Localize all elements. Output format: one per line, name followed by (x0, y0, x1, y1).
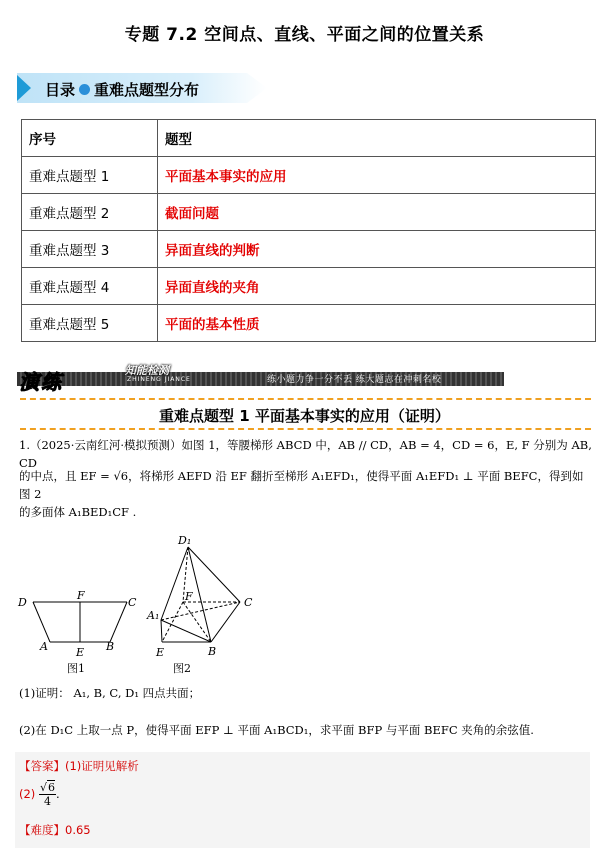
toc-label-left: 目录 (45, 81, 76, 99)
fig1-label-A: A (40, 640, 48, 653)
answer-part-1: (1)证明见解析 (65, 759, 139, 773)
answer-line (19, 758, 139, 774)
fig2-label-C: C (244, 596, 253, 609)
answer-fraction-numerator: 6 (47, 781, 55, 794)
toc-row-topic[interactable]: 截面问题 (158, 194, 596, 231)
table-row (22, 231, 596, 268)
toc-row-topic[interactable]: 平面基本事实的应用 (158, 157, 596, 194)
divider-top (20, 398, 591, 400)
table-row (22, 305, 596, 342)
answer-fraction-denominator: 4 (43, 795, 51, 808)
fig1-label-E: E (76, 646, 85, 659)
table-row (22, 194, 596, 231)
toc-row-topic[interactable]: 异面直线的判断 (158, 231, 596, 268)
bullet-dot-icon (79, 84, 90, 95)
page-title: 专题 7.2 空间点、直线、平面之间的位置关系 (124, 25, 485, 45)
question-line-3: 的多面体 A₁BED₁CF . (19, 505, 137, 519)
fig1-label-B: B (106, 640, 115, 653)
toc-header-topic: 题型 (158, 120, 596, 157)
fig2-label-B: B (208, 645, 217, 658)
answer-part-2-prefix: (2) (19, 787, 36, 801)
difficulty-tag: 【难度】 (19, 823, 65, 837)
fig2-label-F: F (185, 590, 193, 603)
fig1-label-D: D (18, 596, 27, 609)
practice-banner-pinyin: ZHINENG JIANCE (127, 376, 191, 383)
toc-row-id: 重难点题型 4 (22, 268, 158, 305)
toc-row-id: 重难点题型 3 (22, 231, 158, 268)
geometry-figures (15, 532, 275, 677)
answer-part-2-line (19, 781, 60, 808)
toc-label-right: 重难点题型分布 (94, 81, 200, 99)
toc-banner-label (45, 79, 199, 100)
practice-banner-sub: 知能检测 (125, 364, 169, 377)
divider-bottom (20, 428, 591, 430)
toc-row-id: 重难点题型 2 (22, 194, 158, 231)
answer-fraction (39, 781, 56, 808)
figure-1 (33, 602, 127, 642)
practice-banner (17, 364, 504, 394)
answer-period: . (55, 787, 60, 801)
fig1-label-C: C (128, 596, 137, 609)
table-row (22, 157, 596, 194)
play-triangle-icon (17, 75, 31, 101)
sqrt-symbol: √ (39, 781, 47, 794)
toc-header-id: 序号 (22, 120, 158, 157)
toc-table (21, 119, 596, 342)
question-part-1: (1)证明： A₁, B, C, D₁ 四点共面； (19, 686, 201, 700)
question-line-1: 1.（2025·云南红河·模拟预测）如图 1，等腰梯形 ABCD 中，AB // CD，AB = 4，CD = 6，E, F 分别为 AB, CD (19, 438, 592, 471)
toc-row-id: 重难点题型 1 (22, 157, 158, 194)
fig2-label-A1: A₁ (147, 609, 160, 622)
toc-row-id: 重难点题型 5 (22, 305, 158, 342)
fig2-label-E: E (156, 646, 165, 659)
question-part-2: (2)在 D₁C 上取一点 P，使得平面 EFP ⊥ 平面 A₁BCD₁，求平面 BFP 与平面 BEFC 夹角的余弦值. (19, 723, 534, 737)
toc-banner (17, 73, 267, 103)
toc-row-topic[interactable]: 异面直线的夹角 (158, 268, 596, 305)
difficulty-value: 0.65 (65, 823, 91, 837)
practice-banner-big: 演练 (19, 370, 63, 394)
practice-banner-slogan: 练小题力争一分不丢 练大题志在冲刺名校 (267, 375, 442, 385)
fig2-label-D1: D₁ (178, 534, 192, 547)
answer-box (15, 752, 590, 848)
figure-2-hidden (161, 547, 240, 642)
answer-tag: 【答案】 (19, 759, 65, 773)
fig2-caption: 图2 (173, 662, 191, 675)
toc-row-topic[interactable]: 平面的基本性质 (158, 305, 596, 342)
section-title: 重难点题型 1 平面基本事实的应用（证明） (159, 407, 450, 425)
fig1-label-F: F (77, 589, 85, 602)
question-line-2: 的中点，且 EF = √6，将梯形 AEFD 沿 EF 翻折至梯形 A₁EFD₁，使得平面 A₁EFD₁ ⊥ 平面 BEFC，得到如图 2 (19, 469, 584, 502)
toc-header-row (22, 120, 596, 157)
fig1-caption: 图1 (67, 662, 85, 675)
table-row (22, 268, 596, 305)
difficulty-line (19, 822, 91, 838)
